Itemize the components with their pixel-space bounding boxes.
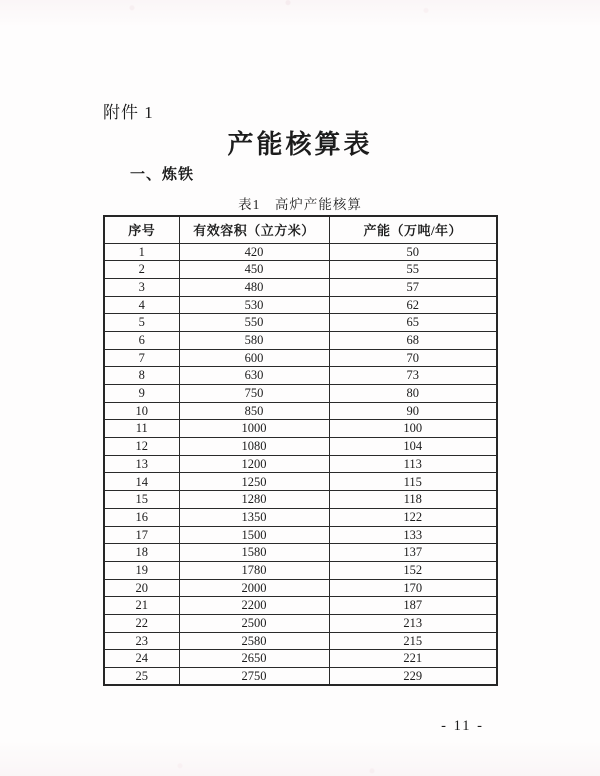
cell-effective-volume: 530 [179,296,329,314]
cell-effective-volume: 2650 [179,650,329,668]
cell-effective-volume: 550 [179,314,329,332]
cell-effective-volume: 2580 [179,632,329,650]
table-row [104,261,497,279]
table-row [104,367,497,385]
cell-capacity: 62 [329,296,497,314]
cell-capacity: 90 [329,402,497,420]
cell-capacity: 152 [329,561,497,579]
table-row [104,278,497,296]
cell-capacity: 65 [329,314,497,332]
table-header-row [104,216,497,243]
column-header-capacity: 产能（万吨/年） [329,216,497,243]
cell-effective-volume: 750 [179,385,329,403]
table-row [104,314,497,332]
cell-index: 10 [104,402,179,420]
cell-index: 19 [104,561,179,579]
cell-effective-volume: 2500 [179,614,329,632]
cell-effective-volume: 580 [179,331,329,349]
table-row [104,668,497,686]
table-row [104,385,497,403]
cell-capacity: 170 [329,579,497,597]
section-heading: 一、炼铁 [130,166,195,183]
cell-effective-volume: 1000 [179,420,329,438]
table-row [104,455,497,473]
cell-effective-volume: 1200 [179,455,329,473]
cell-index: 15 [104,491,179,509]
cell-index: 12 [104,438,179,456]
cell-index: 22 [104,614,179,632]
cell-capacity: 113 [329,455,497,473]
cell-index: 5 [104,314,179,332]
cell-capacity: 137 [329,544,497,562]
table-row [104,597,497,615]
cell-index: 11 [104,420,179,438]
cell-index: 23 [104,632,179,650]
cell-effective-volume: 1250 [179,473,329,491]
cell-effective-volume: 1580 [179,544,329,562]
cell-index: 6 [104,331,179,349]
attachment-label: 附件 1 [103,103,154,122]
table-row [104,614,497,632]
table-caption: 表1 高炉产能核算 [238,197,362,212]
table-row [104,331,497,349]
column-header-effective-volume: 有效容积（立方米） [179,216,329,243]
cell-index: 13 [104,455,179,473]
table-row [104,544,497,562]
cell-effective-volume: 420 [179,243,329,261]
table-row [104,420,497,438]
cell-capacity: 68 [329,331,497,349]
cell-index: 1 [104,243,179,261]
cell-index: 17 [104,526,179,544]
table-row [104,508,497,526]
cell-effective-volume: 1350 [179,508,329,526]
page-title: 产能核算表 [227,130,373,159]
cell-capacity: 73 [329,367,497,385]
cell-index: 3 [104,278,179,296]
cell-effective-volume: 2200 [179,597,329,615]
cell-effective-volume: 1500 [179,526,329,544]
cell-capacity: 115 [329,473,497,491]
cell-index: 18 [104,544,179,562]
table-row [104,349,497,367]
cell-capacity: 70 [329,349,497,367]
cell-effective-volume: 480 [179,278,329,296]
cell-capacity: 80 [329,385,497,403]
table-row [104,579,497,597]
table-row [104,526,497,544]
cell-index: 21 [104,597,179,615]
cell-index: 7 [104,349,179,367]
cell-effective-volume: 2000 [179,579,329,597]
table-row [104,632,497,650]
table-row [104,243,497,261]
cell-index: 25 [104,668,179,686]
cell-effective-volume: 1280 [179,491,329,509]
cell-capacity: 213 [329,614,497,632]
cell-index: 20 [104,579,179,597]
cell-capacity: 221 [329,650,497,668]
table-row [104,473,497,491]
table-row [104,491,497,509]
blast-furnace-capacity-table [103,215,498,686]
cell-index: 16 [104,508,179,526]
cell-index: 14 [104,473,179,491]
cell-index: 2 [104,261,179,279]
cell-effective-volume: 2750 [179,668,329,686]
cell-index: 8 [104,367,179,385]
cell-index: 24 [104,650,179,668]
cell-capacity: 118 [329,491,497,509]
cell-capacity: 55 [329,261,497,279]
cell-index: 9 [104,385,179,403]
cell-capacity: 133 [329,526,497,544]
cell-effective-volume: 450 [179,261,329,279]
cell-capacity: 50 [329,243,497,261]
table-row [104,438,497,456]
table-row [104,402,497,420]
cell-capacity: 122 [329,508,497,526]
table-row [104,650,497,668]
cell-capacity: 229 [329,668,497,686]
table-row [104,561,497,579]
cell-effective-volume: 1080 [179,438,329,456]
cell-capacity: 100 [329,420,497,438]
cell-effective-volume: 1780 [179,561,329,579]
cell-capacity: 57 [329,278,497,296]
cell-effective-volume: 630 [179,367,329,385]
scan-noise-top [0,0,600,26]
scan-noise-bottom [0,742,600,776]
table-row [104,296,497,314]
column-header-index: 序号 [104,216,179,243]
cell-capacity: 104 [329,438,497,456]
cell-capacity: 187 [329,597,497,615]
page-number: - 11 - [441,718,484,734]
cell-capacity: 215 [329,632,497,650]
cell-index: 4 [104,296,179,314]
cell-effective-volume: 850 [179,402,329,420]
cell-effective-volume: 600 [179,349,329,367]
